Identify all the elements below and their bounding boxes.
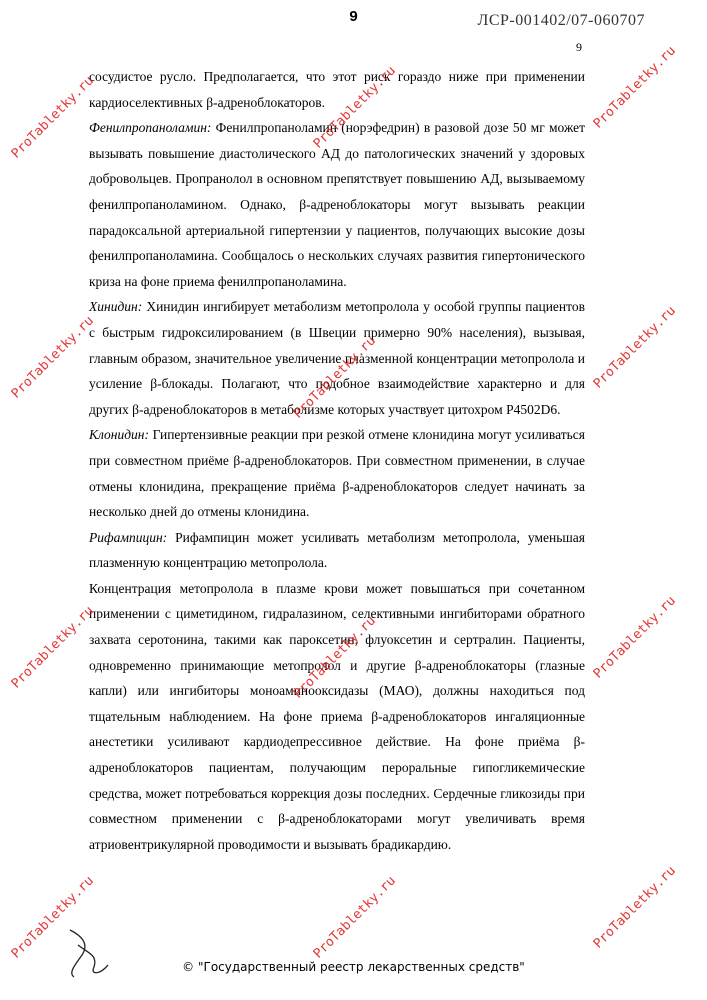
watermark: ProTabletky.ru xyxy=(8,73,97,162)
watermark: ProTabletky.ru xyxy=(290,333,379,422)
paragraph-text: Фенилпропаноламин (норэфедрин) в разовой дозе 50 мг может вызывать повышение диастолического АД до патологических значений у здоровых добровольцев. Пропранолол в основном препятствует повышению АД, вызываемому фенилпропаноламином. Однако, β-адреноблокаторы могут вызывать реакции парадоксальной артериальной гипертензии у пациентов, получающих высокие дозы фенилпропаноламина. Сообщалось о нескольких случаях развития гипертонического криза на фоне приема фенилпропаноламина. xyxy=(89,120,585,289)
watermark: ProTabletky.ru xyxy=(290,613,379,702)
page-number-small: 9 xyxy=(576,40,582,54)
watermark: ProTabletky.ru xyxy=(8,313,97,402)
document-code: ЛСР-001402/07-060707 xyxy=(477,12,645,29)
paragraph-clonidine xyxy=(89,422,585,524)
paragraph-continuation xyxy=(89,64,585,115)
watermark: ProTabletky.ru xyxy=(310,873,399,962)
signature xyxy=(60,925,115,985)
watermark: ProTabletky.ru xyxy=(310,63,399,152)
paragraph-rifampicin xyxy=(89,525,585,576)
page-number-top: 9 xyxy=(349,8,358,25)
drug-heading: Фенилпропаноламин: xyxy=(89,120,212,136)
watermark: ProTabletky.ru xyxy=(590,43,679,132)
watermark: ProTabletky.ru xyxy=(590,593,679,682)
drug-heading: Рифампицин: xyxy=(89,529,168,545)
paragraph-text: Рифампицин может усиливать метаболизм метопролола, уменьшая плазменную концентрацию метопролола. xyxy=(89,529,585,571)
watermark: ProTabletky.ru xyxy=(8,603,97,692)
drug-heading: Хинидин: xyxy=(89,299,143,315)
drug-heading: Клонидин: xyxy=(89,427,149,443)
paragraph-quinidine xyxy=(89,294,585,422)
paragraph-text: сосудистое русло. Предполагается, что этот риск гораздо ниже при применении кардиоселективных β-адреноблокаторов. xyxy=(89,69,585,110)
footer-copyright: © "Государственный реестр лекарственных средств" xyxy=(182,960,525,974)
paragraph-text: Хинидин ингибирует метаболизм метопролола у особой группы пациентов с быстрым гидроксилированием (в Швеции примерно 90% населения), вызывая, главным образом, значительное увеличение плазменной концентрации метопролола и усиление β-блокады. Полагают, что подобное взаимодействие характерно и для других β-адреноблокаторов в метаболизме которых участвует цитохром P4502D6. xyxy=(89,299,585,417)
paragraph-text: Концентрация метопролола в плазме крови может повышаться при сочетанном применении с циметидином, гидралазином, селективными ингибиторами обратного захвата серотонина, такими как пароксетин, флуоксетин и сертралин. Пациенты, одновременно принимающие метопролол и другие β-адреноблокаторы (глазные капли) или ингибиторы моноаминооксидазы (МАО), должны находиться под тщательным наблюдением. На фоне приема β-адреноблокаторов ингаляционные анестетики усиливают кардиодепрессивное действие. На фоне приёма β-адреноблокаторов пациентам, получающим пероральные гипогликемические средства, может потребоваться коррекция дозы последних. Сердечные гликозиды при совместном применении с β-адреноблокаторами могут увеличивать время атриовентрикулярной проводимости и вызывать брадикардию. xyxy=(89,580,585,852)
watermark: ProTabletky.ru xyxy=(590,863,679,952)
watermark: ProTabletky.ru xyxy=(590,303,679,392)
body-text xyxy=(89,64,585,857)
paragraph-phenylpropanolamine xyxy=(89,115,585,294)
paragraph-text: Гипертензивные реакции при резкой отмене клонидина могут усиливаться при совместном приёме β-адреноблокаторов. При совместном применении, в случае отмены клонидина, прекращение приёма β-адреноблокаторов следует начинать за несколько дней до отмены клонидина. xyxy=(89,427,585,520)
paragraph-concentration xyxy=(89,576,585,858)
watermark: ProTabletky.ru xyxy=(8,873,97,962)
